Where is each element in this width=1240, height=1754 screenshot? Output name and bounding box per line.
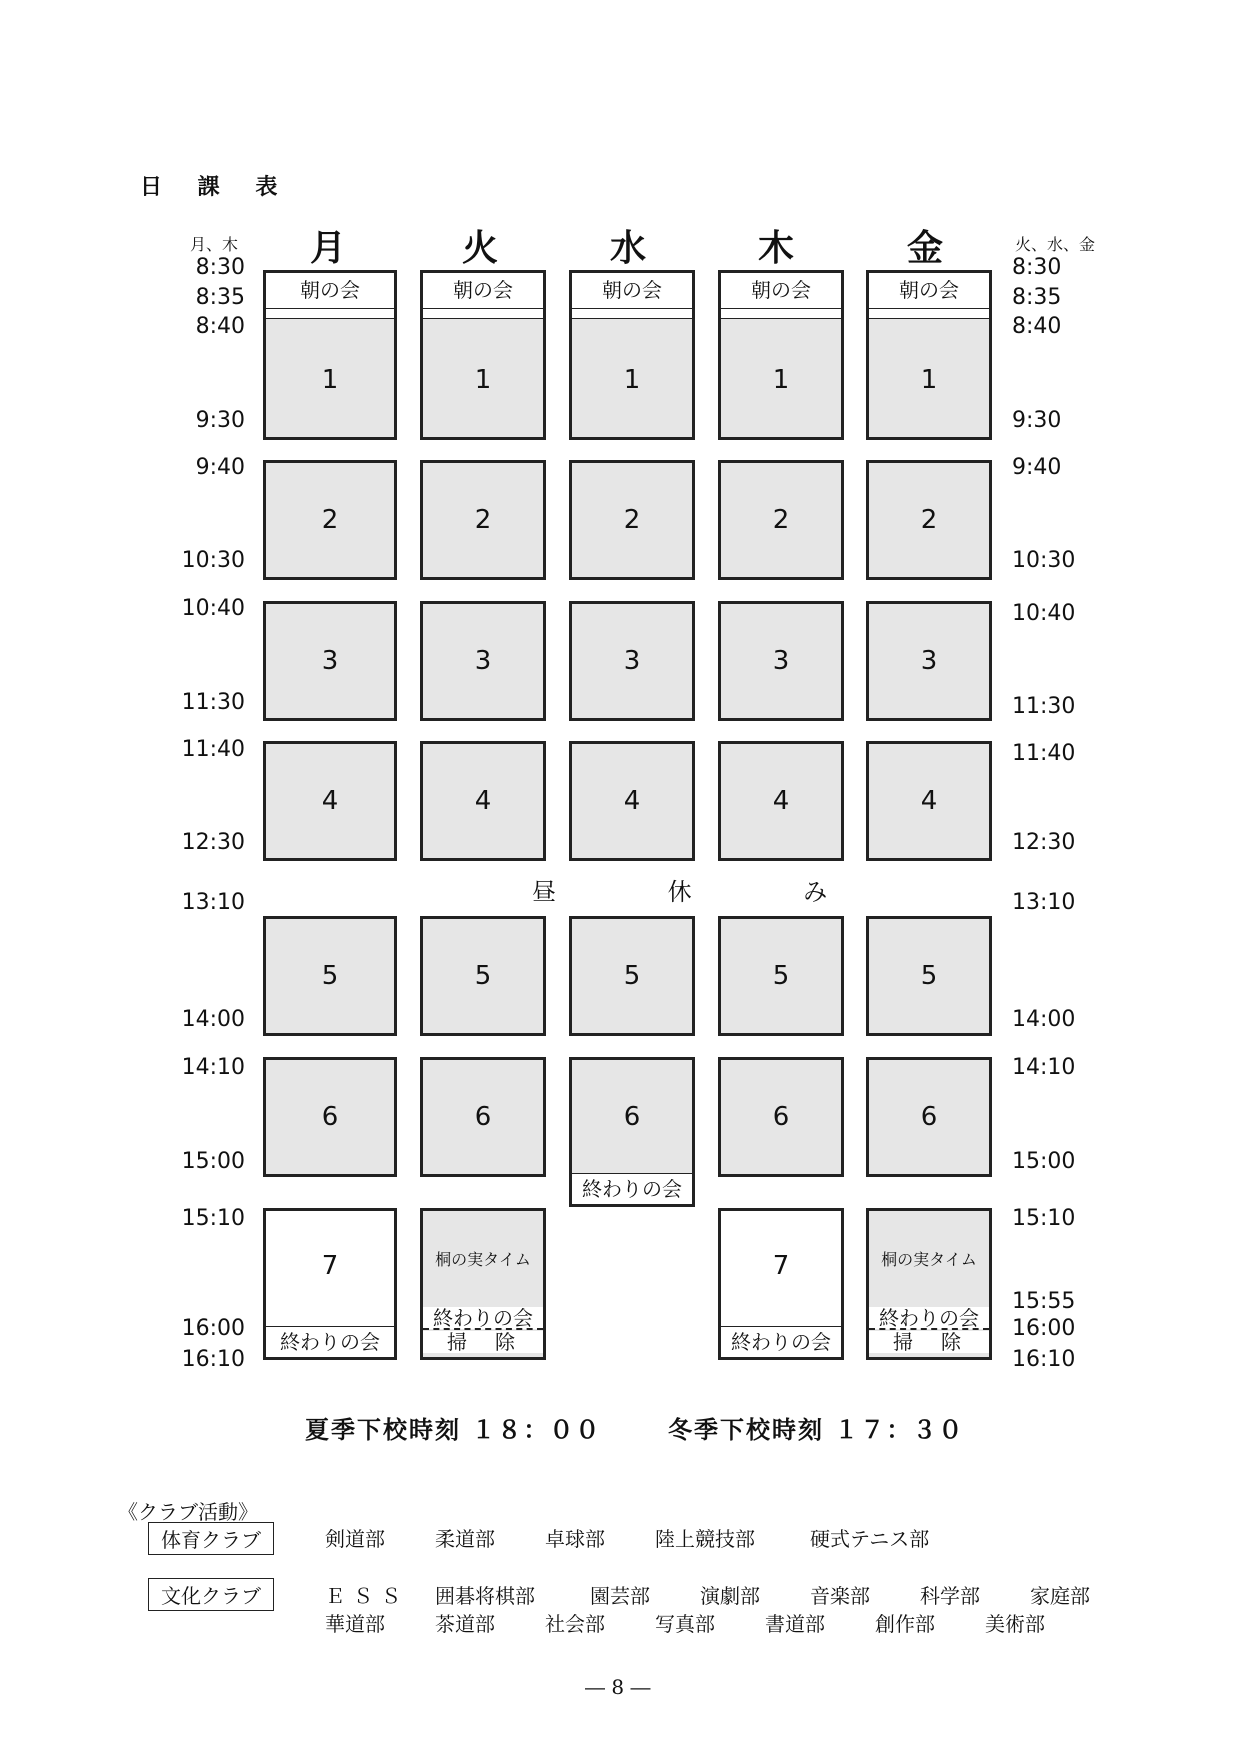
kiri-time-tue bbox=[420, 1208, 546, 1360]
period-6-mon bbox=[263, 1057, 397, 1177]
sports-club-tag: 体育クラブ bbox=[148, 1522, 274, 1555]
club-heading: 《クラブ活動》 bbox=[118, 1500, 258, 1524]
club-item: 囲碁将棋部 bbox=[435, 1584, 535, 1608]
period-5-fri bbox=[866, 916, 992, 1036]
left-time: 8:35 bbox=[195, 285, 245, 310]
period-6-wed bbox=[569, 1057, 695, 1207]
period-number: 6 bbox=[772, 1102, 790, 1132]
period-1-mon bbox=[263, 270, 397, 440]
club-item: 美術部 bbox=[985, 1612, 1045, 1636]
period-number: 1 bbox=[321, 365, 339, 395]
club-item: 書道部 bbox=[765, 1612, 825, 1636]
closing-meeting: 終わりの会 bbox=[572, 1173, 692, 1204]
left-time: 15:00 bbox=[181, 1149, 245, 1174]
period-2-wed bbox=[569, 460, 695, 580]
right-time: 15:00 bbox=[1012, 1149, 1076, 1174]
cleaning: 掃 除 bbox=[869, 1331, 989, 1353]
club-item: 園芸部 bbox=[590, 1584, 650, 1608]
right-time: 8:40 bbox=[1012, 314, 1062, 339]
right-time: 8:35 bbox=[1012, 285, 1062, 310]
period-number: 2 bbox=[772, 505, 790, 535]
culture-club-tag: 文化クラブ bbox=[148, 1578, 274, 1611]
period-number: 4 bbox=[474, 786, 492, 816]
period-number: 1 bbox=[623, 365, 641, 395]
period-7-thu bbox=[718, 1208, 844, 1360]
period-number: 7 bbox=[321, 1251, 339, 1281]
kiri-time-label: 桐の実タイム bbox=[435, 1250, 531, 1269]
day-tue: 火 bbox=[461, 228, 498, 269]
period-number: 1 bbox=[920, 365, 938, 395]
right-time: 15:55 bbox=[1012, 1289, 1076, 1314]
period-number: 5 bbox=[623, 961, 641, 991]
period-3-mon bbox=[263, 601, 397, 721]
left-time: 11:40 bbox=[181, 737, 245, 762]
club-item: 演劇部 bbox=[700, 1584, 760, 1608]
right-time: 15:10 bbox=[1012, 1206, 1076, 1231]
period-2-mon bbox=[263, 460, 397, 580]
morning-meeting: 朝の会 bbox=[266, 273, 394, 309]
day-thu: 木 bbox=[757, 228, 794, 269]
period-3-fri bbox=[866, 601, 992, 721]
closing-meeting: 終わりの会 bbox=[266, 1326, 394, 1357]
cleaning: 掃 除 bbox=[423, 1331, 543, 1353]
day-mon: 月 bbox=[309, 228, 346, 269]
period-number: 6 bbox=[623, 1102, 641, 1132]
club-item: 音楽部 bbox=[810, 1584, 870, 1608]
period-number: 4 bbox=[623, 786, 641, 816]
left-time: 16:00 bbox=[181, 1316, 245, 1341]
period-number: 5 bbox=[321, 961, 339, 991]
period-number: 3 bbox=[321, 646, 339, 676]
period-3-tue bbox=[420, 601, 546, 721]
right-time: 10:40 bbox=[1012, 601, 1076, 626]
period-3-thu bbox=[718, 601, 844, 721]
period-number: 4 bbox=[772, 786, 790, 816]
morning-meeting: 朝の会 bbox=[572, 273, 692, 309]
left-time: 8:40 bbox=[195, 314, 245, 339]
left-time: 10:40 bbox=[181, 596, 245, 621]
right-time: 12:30 bbox=[1012, 830, 1076, 855]
period-number: 3 bbox=[474, 646, 492, 676]
period-number: 3 bbox=[772, 646, 790, 676]
period-2-thu bbox=[718, 460, 844, 580]
club-item: 卓球部 bbox=[545, 1527, 605, 1551]
club-item: 華道部 bbox=[325, 1612, 385, 1636]
club-item: 陸上競技部 bbox=[655, 1527, 755, 1551]
period-1-wed bbox=[569, 270, 695, 440]
closing-meeting: 終わりの会 bbox=[423, 1307, 543, 1329]
period-5-wed bbox=[569, 916, 695, 1036]
right-time: 11:40 bbox=[1012, 741, 1076, 766]
right-time: 10:30 bbox=[1012, 548, 1076, 573]
period-4-tue bbox=[420, 741, 546, 861]
period-4-wed bbox=[569, 741, 695, 861]
closing-meeting: 終わりの会 bbox=[721, 1326, 841, 1357]
morning-meeting: 朝の会 bbox=[721, 273, 841, 309]
left-time: 15:10 bbox=[181, 1206, 245, 1231]
day-fri: 金 bbox=[906, 228, 943, 269]
morning-gap bbox=[869, 309, 989, 319]
morning-gap bbox=[423, 309, 543, 319]
period-number: 3 bbox=[920, 646, 938, 676]
left-time: 14:00 bbox=[181, 1007, 245, 1032]
left-days-label: 月、木 bbox=[190, 235, 239, 254]
left-time: 10:30 bbox=[181, 548, 245, 573]
left-time: 9:30 bbox=[195, 408, 245, 433]
morning-gap bbox=[721, 309, 841, 319]
kiri-time-label: 桐の実タイム bbox=[881, 1250, 977, 1269]
right-days-label: 火、水、金 bbox=[1015, 235, 1096, 254]
club-item: 硬式テニス部 bbox=[810, 1527, 930, 1551]
left-time: 14:10 bbox=[181, 1055, 245, 1080]
period-number: 6 bbox=[920, 1102, 938, 1132]
period-number: 7 bbox=[772, 1251, 790, 1281]
period-number: 4 bbox=[920, 786, 938, 816]
period-number: 6 bbox=[321, 1102, 339, 1132]
club-item: 家庭部 bbox=[1030, 1584, 1090, 1608]
period-number: 2 bbox=[474, 505, 492, 535]
period-5-tue bbox=[420, 916, 546, 1036]
club-item: 創作部 bbox=[875, 1612, 935, 1636]
period-number: 3 bbox=[623, 646, 641, 676]
period-4-thu bbox=[718, 741, 844, 861]
right-time: 16:10 bbox=[1012, 1347, 1076, 1372]
left-time: 8:30 bbox=[195, 255, 245, 280]
right-time: 13:10 bbox=[1012, 890, 1076, 915]
club-item: 柔道部 bbox=[435, 1527, 495, 1551]
period-6-fri bbox=[866, 1057, 992, 1177]
period-number: 5 bbox=[920, 961, 938, 991]
period-6-tue bbox=[420, 1057, 546, 1177]
right-time: 11:30 bbox=[1012, 694, 1076, 719]
period-number: 4 bbox=[321, 786, 339, 816]
right-time: 8:30 bbox=[1012, 255, 1062, 280]
summer-dismissal: 夏季下校時刻 １８：００ bbox=[305, 1416, 602, 1444]
period-number: 6 bbox=[474, 1102, 492, 1132]
period-3-wed bbox=[569, 601, 695, 721]
left-time: 12:30 bbox=[181, 830, 245, 855]
page-number: ― 8 ― bbox=[585, 1675, 651, 1699]
closing-meeting: 終わりの会 bbox=[869, 1307, 989, 1329]
morning-gap bbox=[572, 309, 692, 319]
left-time: 11:30 bbox=[181, 690, 245, 715]
period-1-fri bbox=[866, 270, 992, 440]
period-1-tue bbox=[420, 270, 546, 440]
period-1-thu bbox=[718, 270, 844, 440]
left-time: 13:10 bbox=[181, 890, 245, 915]
period-number: 1 bbox=[474, 365, 492, 395]
period-number: 5 bbox=[772, 961, 790, 991]
period-7-mon bbox=[263, 1208, 397, 1360]
right-time: 14:00 bbox=[1012, 1007, 1076, 1032]
club-item: 剣道部 bbox=[325, 1527, 385, 1551]
period-4-mon bbox=[263, 741, 397, 861]
club-item: ＥＳＳ bbox=[325, 1584, 409, 1608]
morning-gap bbox=[266, 309, 394, 319]
club-item: 科学部 bbox=[920, 1584, 980, 1608]
period-number: 1 bbox=[772, 365, 790, 395]
period-2-fri bbox=[866, 460, 992, 580]
right-time: 9:30 bbox=[1012, 408, 1062, 433]
right-time: 16:00 bbox=[1012, 1316, 1076, 1341]
right-time: 9:40 bbox=[1012, 455, 1062, 480]
day-wed: 水 bbox=[609, 228, 646, 269]
club-item: 写真部 bbox=[655, 1612, 715, 1636]
right-time: 14:10 bbox=[1012, 1055, 1076, 1080]
winter-dismissal: 冬季下校時刻 １７：３０ bbox=[668, 1416, 965, 1444]
period-number: 2 bbox=[321, 505, 339, 535]
club-item: 茶道部 bbox=[435, 1612, 495, 1636]
morning-meeting: 朝の会 bbox=[869, 273, 989, 309]
left-time: 9:40 bbox=[195, 455, 245, 480]
morning-meeting: 朝の会 bbox=[423, 273, 543, 309]
period-number: 5 bbox=[474, 961, 492, 991]
club-item: 社会部 bbox=[545, 1612, 605, 1636]
period-5-mon bbox=[263, 916, 397, 1036]
left-time: 16:10 bbox=[181, 1347, 245, 1372]
period-number: 2 bbox=[623, 505, 641, 535]
period-4-fri bbox=[866, 741, 992, 861]
period-number: 2 bbox=[920, 505, 938, 535]
period-2-tue bbox=[420, 460, 546, 580]
period-6-thu bbox=[718, 1057, 844, 1177]
page-title: 日 課 表 bbox=[140, 175, 292, 200]
lunch-break-label: 昼 休 み bbox=[532, 878, 880, 906]
period-5-thu bbox=[718, 916, 844, 1036]
kiri-time-fri bbox=[866, 1208, 992, 1360]
